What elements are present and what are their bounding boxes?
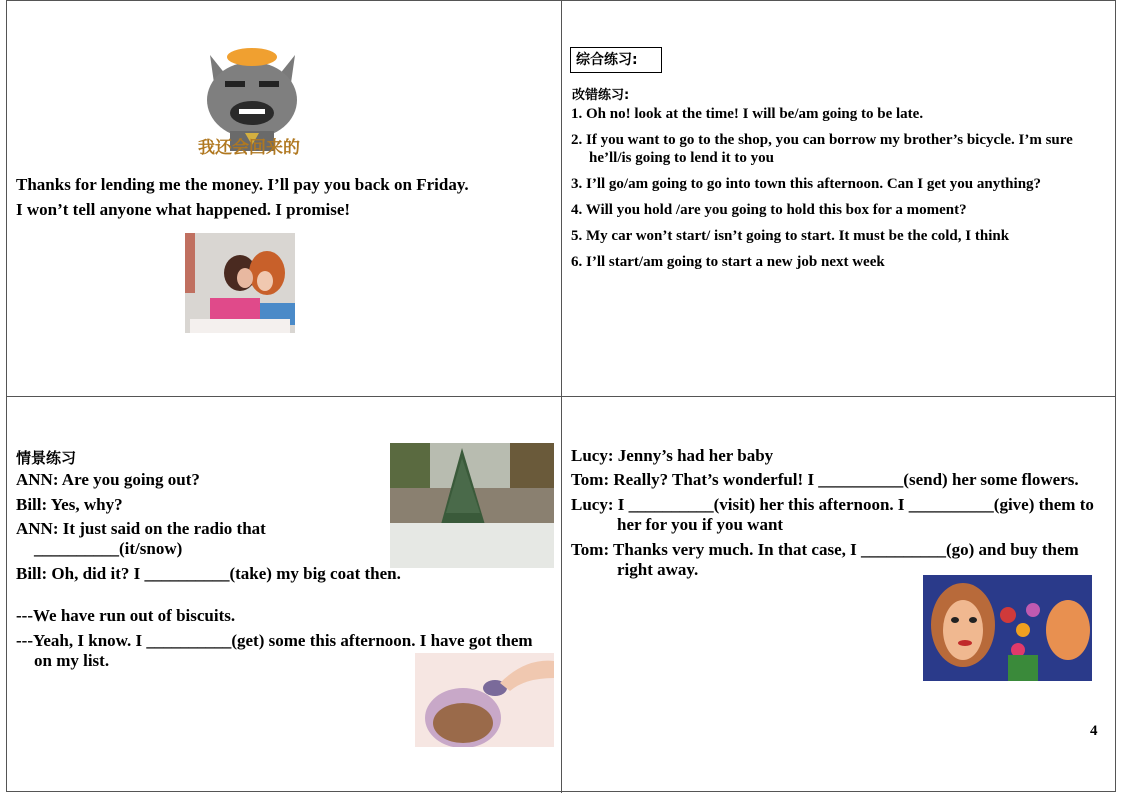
biscuit-jar-photo xyxy=(415,653,554,747)
q3-line-6: ---We have run out of biscuits. xyxy=(16,606,236,625)
q3-line-5: Bill: Oh, did it? I __________(take) my big coat then. xyxy=(16,564,401,583)
snowy-tree-photo xyxy=(390,443,554,568)
q2-item-5: 5. My car won’t start/ isn’t going to start. It must be the cold, I think xyxy=(571,228,1010,244)
q1-line-1: Thanks for lending me the money. I’ll pay you back on Friday. xyxy=(16,175,469,194)
q3-line-4: __________(it/snow) xyxy=(34,539,183,558)
wolf-logo-text: 我还会回来的 xyxy=(198,138,300,158)
q2-item-4: 4. Will you hold /are you going to hold this box for a moment? xyxy=(571,202,967,218)
q3-line-7: ---Yeah, I know. I __________(get) some this afternoon. I have got them xyxy=(16,631,533,650)
q2-item-2: 2. If you want to go to the shop, you can borrow my brother’s bicycle. I’m sure xyxy=(571,132,1073,148)
error-correction-subtitle: 改错练习: xyxy=(572,88,630,103)
horizontal-divider xyxy=(6,396,1116,397)
comprehensive-practice-title: 综合练习: xyxy=(570,47,662,73)
flowers-painting-image xyxy=(923,575,1092,681)
q2-item-1: 1. Oh no! look at the time! I will be/am going to be late. xyxy=(571,106,924,122)
q4-line-3: Lucy: I __________(visit) her this afternoon. I __________(give) them to xyxy=(571,495,1094,514)
q4-line-4: her for you if you want xyxy=(617,515,784,534)
q4-line-5: Tom: Thanks very much. In that case, I __________(go) and buy them xyxy=(571,540,1079,559)
page-number: 4 xyxy=(1090,723,1098,739)
q1-line-2: I won’t tell anyone what happened. I promise! xyxy=(16,200,351,219)
q3-line-2: Bill: Yes, why? xyxy=(16,495,123,514)
q4-line-1: Lucy: Jenny’s had her baby xyxy=(571,446,774,465)
q3-line-1: ANN: Are you going out? xyxy=(16,470,200,489)
q4-line-2: Tom: Really? That’s wonderful! I __________(send) her some flowers. xyxy=(571,470,1079,489)
q2-item-2-cont: he’ll/is going to lend it to you xyxy=(589,150,775,166)
q2-item-6: 6. I’ll start/am going to start a new job next week xyxy=(571,254,885,270)
q3-line-8: on my list. xyxy=(34,651,110,670)
girls-whispering-photo xyxy=(185,233,295,333)
q4-line-6: right away. xyxy=(617,560,699,579)
scenario-practice-title: 情景练习 xyxy=(16,449,77,467)
q2-item-3: 3. I’ll go/am going to go into town this afternoon. Can I get you anything? xyxy=(571,176,1042,192)
q3-line-3: ANN: It just said on the radio that xyxy=(16,519,266,538)
